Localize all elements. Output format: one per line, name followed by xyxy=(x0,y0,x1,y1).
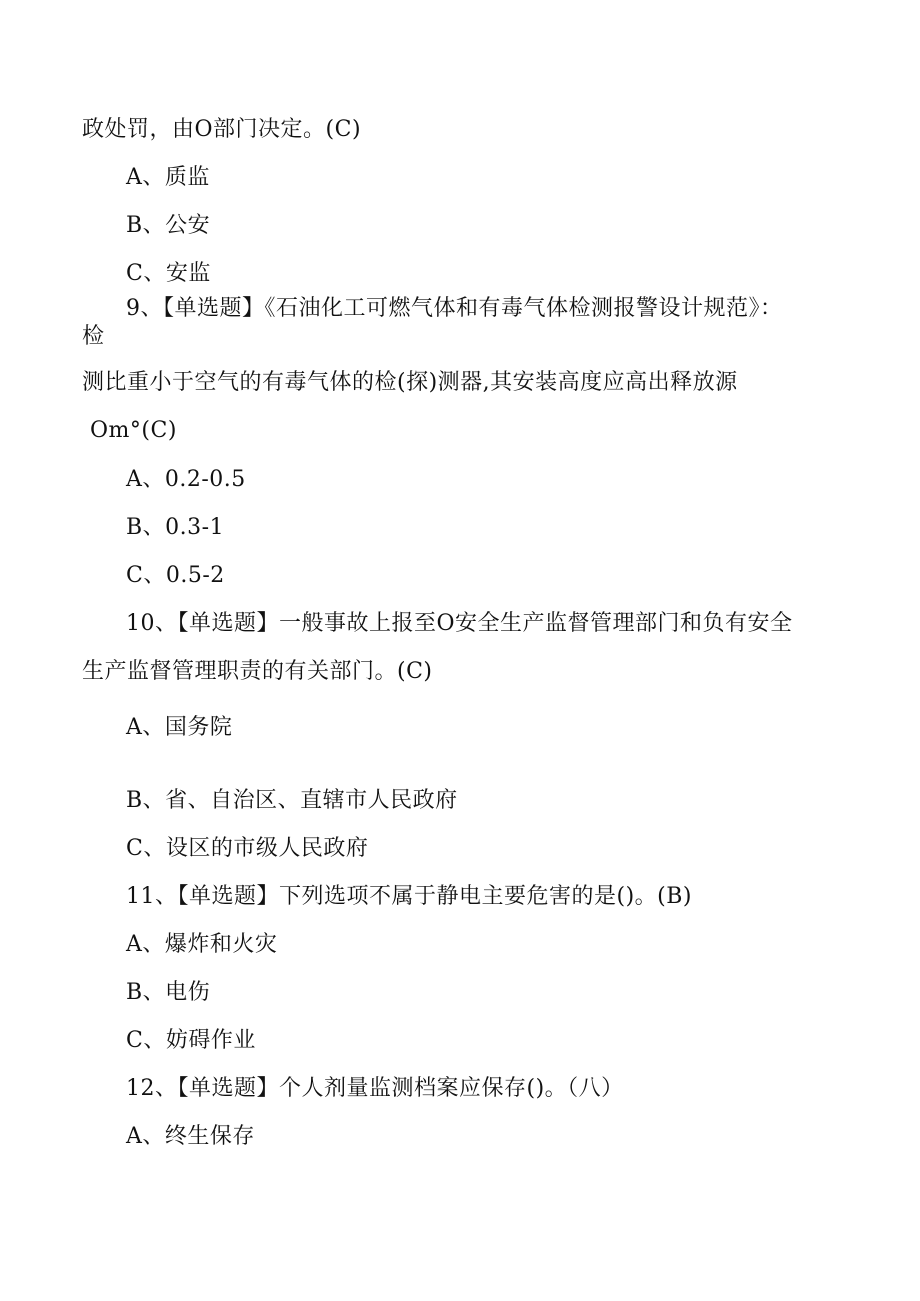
question-11-stem: 11、【单选题】下列选项不属于静电主要危害的是()。(B) xyxy=(126,884,692,909)
question-9-option-a: A、0.2-0.5 xyxy=(126,467,246,492)
question-10-option-a: A、国务院 xyxy=(126,715,233,740)
question-9-option-b: B、0.3-1 xyxy=(126,515,225,540)
question-8-option-a: A、质监 xyxy=(126,165,210,190)
question-10-stem: 10、【单选题】一般事故上报至O安全生产监督管理部门和负有安全 xyxy=(126,611,793,636)
question-11-option-a: A、爆炸和火灾 xyxy=(126,932,278,957)
question-12-stem: 12、【单选题】个人剂量监测档案应保存()。（八） xyxy=(126,1076,624,1101)
question-11-option-c: C、妨碍作业 xyxy=(126,1028,256,1053)
question-9-option-c: C、0.5-2 xyxy=(126,563,225,588)
question-8-stem-tail: 政处罚，由O部门决定。(C) xyxy=(82,117,362,142)
question-8-option-b: B、公安 xyxy=(126,213,211,238)
question-10-stem-continued: 生产监督管理职责的有关部门。(C) xyxy=(82,659,433,684)
question-9-stem-continued: 测比重小于空气的有毒气体的检(探)测器,其安装高度应高出释放源 xyxy=(82,370,738,395)
question-9-stem-end: Om°(C) xyxy=(90,418,177,443)
question-11-option-b: B、电伤 xyxy=(126,980,211,1005)
question-9-stem-wrap: 检 xyxy=(82,324,105,349)
question-9-stem: 9、【单选题】《石油化工可燃气体和有毒气体检测报警设计规范》： xyxy=(126,296,783,321)
question-12-option-a: A、终生保存 xyxy=(126,1124,255,1149)
question-10-option-b: B、省、自治区、直辖市人民政府 xyxy=(126,788,458,813)
question-10-option-c: C、设区的市级人民政府 xyxy=(126,836,369,861)
question-8-option-c: C、安监 xyxy=(126,261,211,286)
